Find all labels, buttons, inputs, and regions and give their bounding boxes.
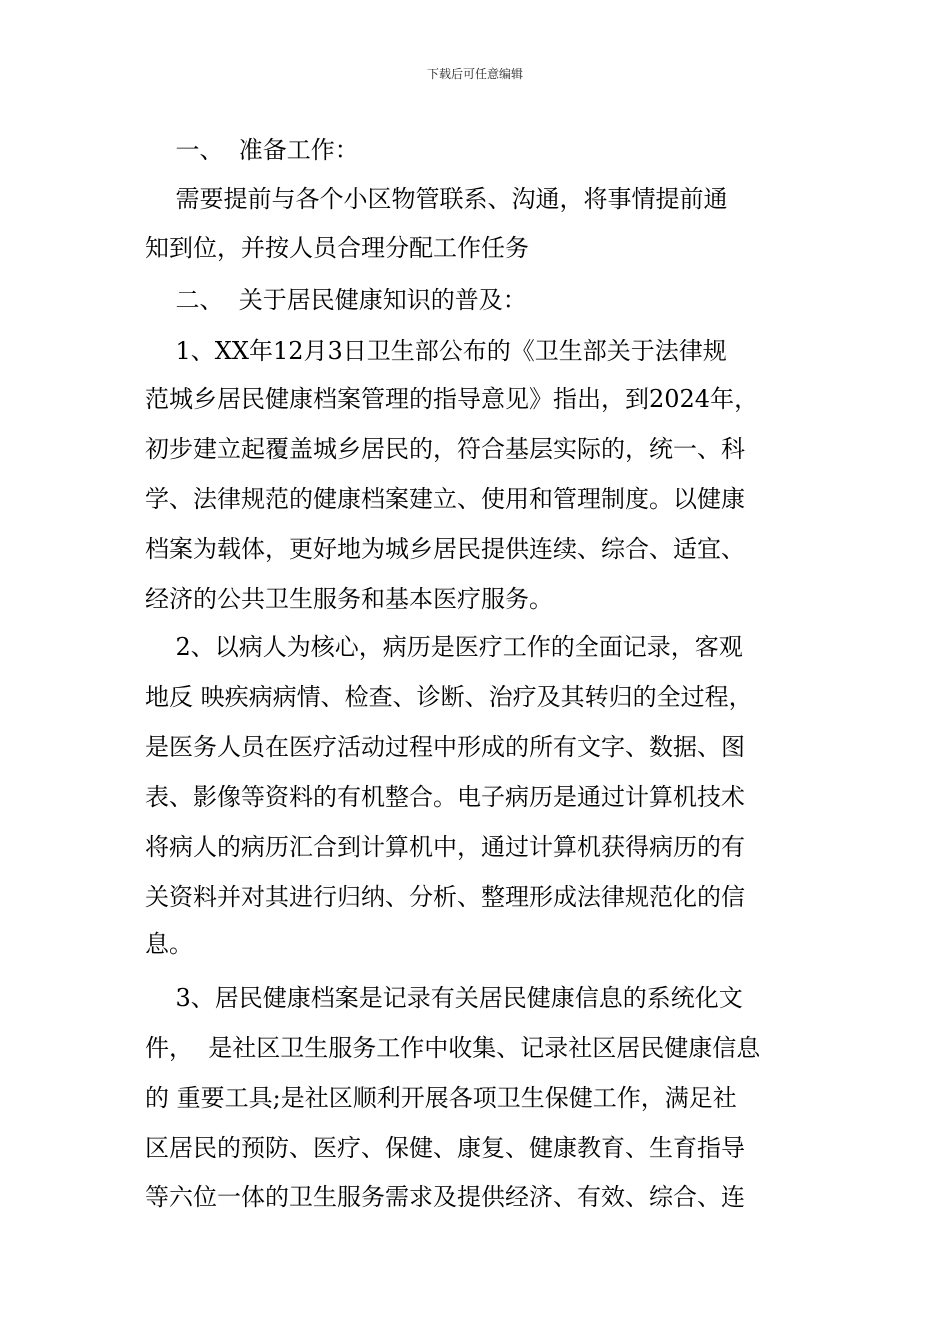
text-line: 等六位一体的卫生服务需求及提供经济、有效、综合、连 — [145, 1183, 745, 1211]
text-line: 将病人的病历汇合到计算机中，通过计算机获得病历的有 — [145, 833, 745, 861]
text-line: 需要提前与各个小区物管联系、沟通，将事情提前通 — [145, 185, 728, 213]
text-line: 3、居民健康档案是记录有关居民健康信息的系统化文 — [145, 984, 743, 1012]
text-line: 范城乡居民健康档案管理的指导意见》指出，到2024年， — [145, 385, 759, 413]
text-line: 知到位，并按人员合理分配工作任务 — [145, 234, 529, 262]
text-line: 区居民的预防、医疗、保健、康复、健康教育、生育指导 — [145, 1134, 745, 1162]
text-line: 学、法律规范的健康档案建立、使用和管理制度。以健康 — [145, 485, 745, 513]
text-line: 是医务人员在医疗活动过程中形成的所有文字、数据、图 — [145, 733, 745, 761]
text-line: 初步建立起覆盖城乡居民的，符合基层实际的，统一、科 — [145, 435, 745, 463]
text-line: 一、 准备工作： — [145, 136, 359, 164]
text-line: 地反 映疾病病情、检查、诊断、治疗及其转归的全过程， — [145, 683, 753, 711]
text-line: 经济的公共卫生服务和基本医疗服务。 — [145, 585, 553, 613]
text-line: 二、 关于居民健康知识的普及： — [145, 286, 527, 314]
text-line: 表、影像等资料的有机整合。电子病历是通过计算机技术 — [145, 783, 745, 811]
text-line: 关资料并对其进行归纳、分析、整理形成法律规范化的信 — [145, 883, 745, 911]
text-line: 的 重要工具;是社区顺利开展各项卫生保健工作，满足社 — [145, 1084, 737, 1112]
header-note: 下载后可任意编辑 — [426, 67, 523, 81]
text-line: 件， 是社区卫生服务工作中收集、记录社区居民健康信息 — [145, 1034, 761, 1062]
text-line: 息。 — [145, 930, 193, 958]
text-line: 2、以病人为核心，病历是医疗工作的全面记录，客观 — [145, 633, 743, 661]
text-line: 档案为载体，更好地为城乡居民提供连续、综合、适宜、 — [145, 535, 745, 563]
text-line: 1、XX年12月3日卫生部公布的《卫生部关于法律规 — [145, 337, 727, 365]
